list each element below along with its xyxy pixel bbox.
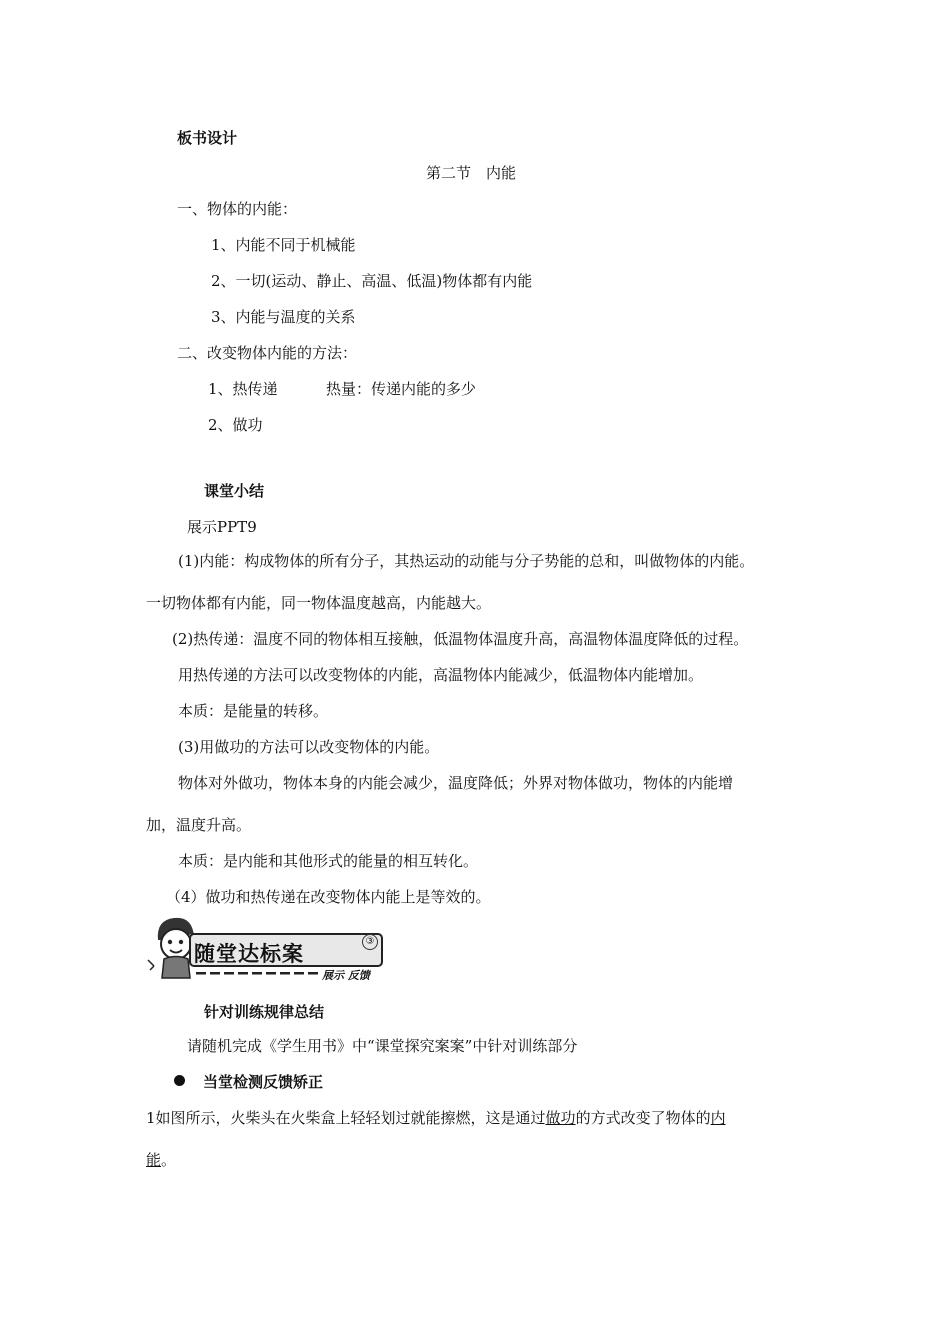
summary-p1b: 一切物体都有内能，同一物体温度越高，内能越大。 bbox=[146, 594, 492, 612]
board-item-1-1: 1、内能不同于机械能 bbox=[211, 236, 356, 254]
board-item-1: 一、物体的内能： bbox=[177, 200, 298, 218]
board-title: 第二节 内能 bbox=[426, 164, 517, 182]
training-text: 请随机完成《学生用书》中“课堂探究案案”中针对训练部分 bbox=[187, 1037, 578, 1055]
check-heading-text: 当堂检测反馈矫正 bbox=[203, 1073, 324, 1091]
banner-subtitle: 展示 反馈 bbox=[322, 969, 370, 982]
summary-p3d: 本质：是内能和其他形式的能量的相互转化。 bbox=[178, 852, 479, 870]
bullet-icon bbox=[174, 1075, 185, 1086]
summary-p4: （4）做功和热传递在改变物体内能上是等效的。 bbox=[166, 888, 491, 906]
summary-p2b: 用热传递的方法可以改变物体的内能，高温物体内能减少，低温物体内能增加。 bbox=[178, 666, 704, 684]
summary-p2a: (2)热传递：温度不同的物体相互接触，低温物体温度升高，高温物体温度降低的过程。 bbox=[172, 630, 749, 648]
summary-intro: 展示PPT9 bbox=[187, 518, 257, 536]
board-item-2: 二、改变物体内能的方法： bbox=[177, 344, 358, 362]
board-item-2-2: 2、做功 bbox=[208, 416, 263, 434]
summary-p3b: 物体对外做功，物体本身的内能会减少，温度降低；外界对物体做功，物体的内能增 bbox=[178, 774, 734, 792]
q1-end: 。 bbox=[161, 1151, 177, 1169]
board-item-2-1a: 1、热传递 bbox=[208, 380, 278, 398]
banner-title: 随堂达标案 bbox=[194, 942, 304, 966]
summary-p3c: 加，温度升高。 bbox=[146, 816, 252, 834]
banner-practice bbox=[146, 910, 396, 984]
q1-pre: 1如图所示，火柴头在火柴盒上轻轻划过就能擦燃，这是通过 bbox=[146, 1109, 546, 1127]
section-heading-summary: 课堂小结 bbox=[204, 482, 265, 500]
summary-p3a: (3)用做功的方法可以改变物体的内能。 bbox=[178, 738, 440, 756]
question-1-cont bbox=[146, 1150, 176, 1170]
banner-number: ③ bbox=[362, 934, 378, 950]
section-heading-check bbox=[174, 1072, 323, 1092]
question-1 bbox=[146, 1108, 726, 1128]
q1-answer-2a: 内 bbox=[710, 1109, 726, 1127]
q1-answer-2b: 能 bbox=[146, 1151, 162, 1169]
board-item-1-2: 2、一切(运动、静止、高温、低温)物体都有内能 bbox=[211, 272, 533, 290]
board-item-1-3: 3、内能与温度的关系 bbox=[211, 308, 356, 326]
section-heading-training: 针对训练规律总结 bbox=[204, 1003, 325, 1021]
summary-p1a: (1)内能：构成物体的所有分子，其热运动的动能与分子势能的总和，叫做物体的内能。 bbox=[178, 552, 755, 570]
q1-mid: 的方式改变了物体的 bbox=[575, 1109, 711, 1127]
q1-answer-1: 做功 bbox=[545, 1109, 576, 1127]
summary-p2c: 本质：是能量的转移。 bbox=[178, 702, 329, 720]
board-item-2-1b: 热量：传递内能的多少 bbox=[326, 380, 477, 398]
section-heading-board-design: 板书设计 bbox=[177, 129, 238, 147]
